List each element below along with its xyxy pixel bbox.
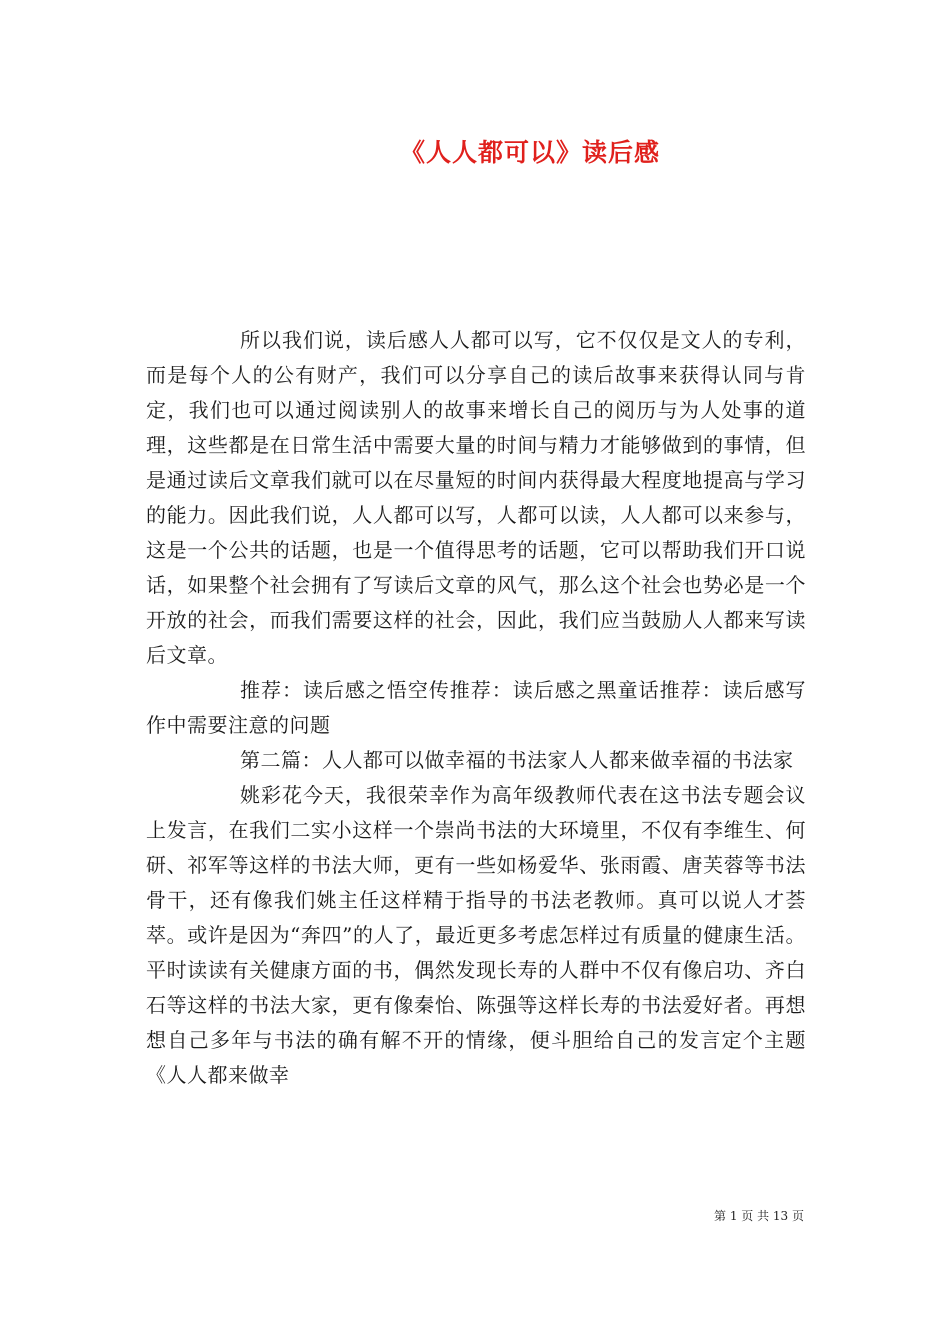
page-number: 第 1 页 共 13 页 [714, 1209, 804, 1223]
document-title: 《人人都可以》读后感 [399, 138, 660, 167]
paragraph: 推荐：读后感之悟空传推荐：读后感之黑童话推荐：读后感写作中需要注意的问题 [146, 678, 806, 737]
paragraph: 第二篇：人人都可以做幸福的书法家人人都来做幸福的书法家 [240, 748, 794, 772]
document-body [146, 323, 806, 1093]
paragraph: 姚彩花今天，我很荣幸作为高年级教师代表在这书法专题会议上发言，在我们二实小这样一个崇尚书法的大环境里，不仅有李维生、何研、祁军等这样的书法大师，更有一些如杨爱华、张雨霞、唐芙蓉等书法骨干，还有像我们姚主任这样精于指导的书法老教师。真可以说人才荟萃。或许是因为“奔四”的人了，最近更多考虑怎样过有质量的健康生活。平时读读有关健康方面的书，偶然发现长寿的人群中不仅有像启功、齐白石等这样的书法大家，更有像秦怡、陈强等这样长寿的书法爱好者。再想想自己多年与书法的确有解不开的情缘，便斗胆给自己的发言定个主题《人人都来做幸 [146, 783, 806, 1087]
paragraph: 所以我们说，读后感人人都可以写，它不仅仅是文人的专利，而是每个人的公有财产，我们可以分享自己的读后故事来获得认同与肯定，我们也可以通过阅读别人的故事来增长自己的阅历与为人处事的道理，这些都是在日常生活中需要大量的时间与精力才能够做到的事情，但是通过读后文章我们就可以在尽量短的时间内获得最大程度地提高与学习的能力。因此我们说，人人都可以写，人都可以读，人人都可以来参与，这是一个公共的话题，也是一个值得思考的话题，它可以帮助我们开口说话，如果整个社会拥有了写读后文章的风气，那么这个社会也势必是一个开放的社会，而我们需要这样的社会，因此，我们应当鼓励人人都来写读后文章。 [146, 328, 806, 667]
